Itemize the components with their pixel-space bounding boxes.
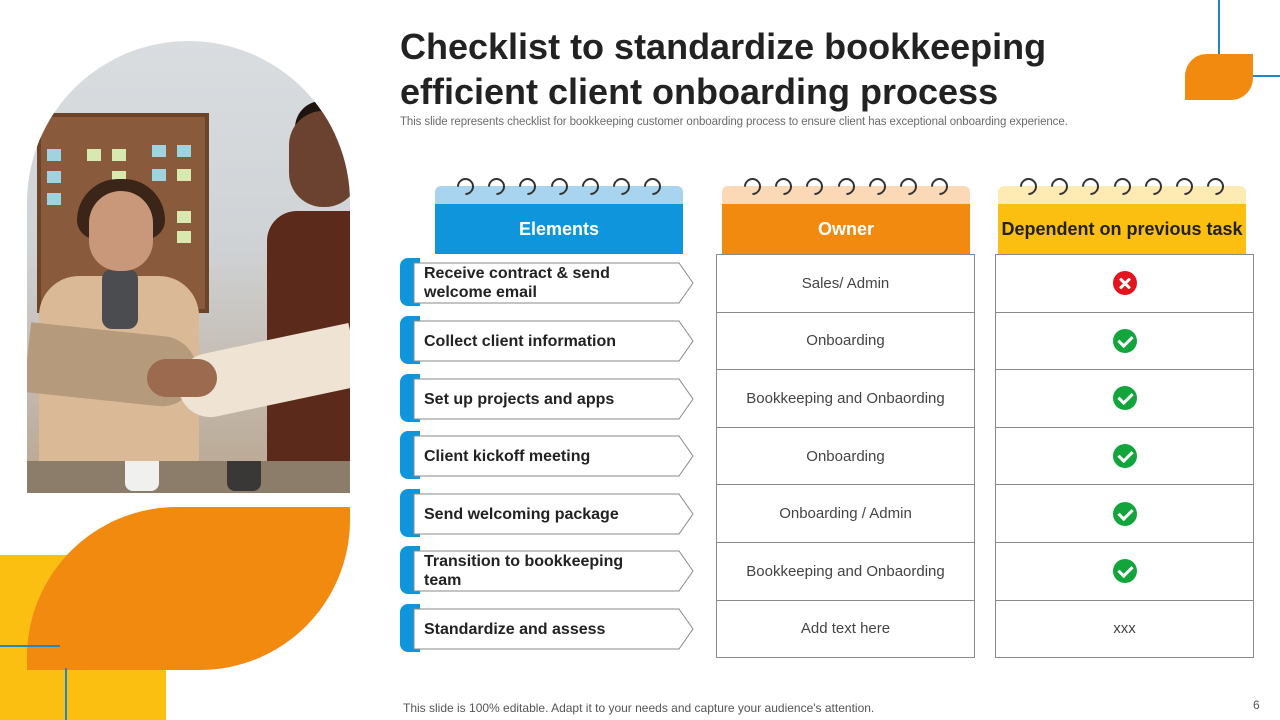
check-icon bbox=[1113, 502, 1137, 526]
owner-cell: Onboarding / Admin bbox=[717, 485, 975, 543]
corner-decor-line bbox=[1218, 0, 1220, 55]
table-row bbox=[717, 255, 975, 313]
table-row bbox=[996, 427, 1254, 485]
dependent-cell: xxx bbox=[996, 600, 1254, 658]
spiral-rings bbox=[998, 178, 1246, 198]
cross-icon bbox=[1113, 271, 1137, 295]
table-row bbox=[717, 370, 975, 428]
owner-cell: Bookkeeping and Onbaording bbox=[717, 542, 975, 600]
table-row bbox=[996, 600, 1254, 658]
owner-header bbox=[722, 178, 970, 254]
orange-leaf-shape bbox=[27, 507, 350, 670]
element-row bbox=[400, 427, 695, 477]
table-row bbox=[717, 312, 975, 370]
check-icon bbox=[1113, 329, 1137, 353]
element-row bbox=[400, 370, 695, 420]
element-label: Collect client information bbox=[424, 332, 617, 350]
page-number: 6 bbox=[1253, 698, 1260, 712]
table-row bbox=[717, 485, 975, 543]
owner-cell: Bookkeeping and Onbaording bbox=[717, 370, 975, 428]
element-label: Receive contract & send welcome email bbox=[424, 265, 610, 301]
dependent-header bbox=[998, 178, 1246, 254]
dependent-cell bbox=[996, 485, 1254, 543]
element-row bbox=[400, 485, 695, 535]
dependent-table bbox=[995, 254, 1254, 658]
decor-line bbox=[65, 668, 67, 720]
spiral-rings bbox=[435, 178, 683, 198]
dependent-cell bbox=[996, 255, 1254, 313]
element-label: Standardize and assess bbox=[424, 620, 606, 638]
element-label: Transition to bookkeeping team bbox=[424, 553, 624, 589]
check-icon bbox=[1113, 559, 1137, 583]
decor-line bbox=[0, 645, 60, 647]
owner-table bbox=[716, 254, 975, 658]
element-label: Send welcoming package bbox=[424, 505, 619, 523]
table-row bbox=[996, 485, 1254, 543]
table-row bbox=[717, 542, 975, 600]
dependent-cell bbox=[996, 427, 1254, 485]
element-label: Client kickoff meeting bbox=[424, 447, 591, 465]
owner-cell: Add text here bbox=[717, 600, 975, 658]
handshake-photo bbox=[27, 41, 350, 493]
page-title: Checklist to standardize bookkeeping efficient client onboarding process bbox=[400, 26, 1047, 112]
owner-cell: Onboarding bbox=[717, 427, 975, 485]
element-label: Set up projects and apps bbox=[424, 390, 615, 408]
dependent-cell bbox=[996, 542, 1254, 600]
spiral-rings bbox=[722, 178, 970, 198]
check-icon bbox=[1113, 444, 1137, 468]
dependent-header-label: Dependent on previous task bbox=[998, 204, 1246, 254]
table-row bbox=[996, 542, 1254, 600]
table-row bbox=[996, 312, 1254, 370]
table-row bbox=[717, 427, 975, 485]
elements-header-label: Elements bbox=[435, 204, 683, 254]
dependent-cell bbox=[996, 370, 1254, 428]
owner-header-label: Owner bbox=[722, 204, 970, 254]
owner-cell: Sales/ Admin bbox=[717, 255, 975, 313]
element-row bbox=[400, 542, 695, 592]
table-row bbox=[996, 255, 1254, 313]
footer-note: This slide is 100% editable. Adapt it to your needs and capture your audience's attention. bbox=[403, 701, 875, 715]
check-icon bbox=[1113, 386, 1137, 410]
element-row bbox=[400, 312, 695, 362]
corner-orange-leaf bbox=[1185, 54, 1253, 100]
table-row bbox=[996, 370, 1254, 428]
elements-header bbox=[435, 178, 683, 254]
corner-decor-line bbox=[1253, 75, 1280, 77]
element-row bbox=[400, 600, 695, 650]
dependent-cell bbox=[996, 312, 1254, 370]
owner-cell: Onboarding bbox=[717, 312, 975, 370]
element-row bbox=[400, 254, 695, 304]
table-row bbox=[717, 600, 975, 658]
page-subtitle: This slide represents checklist for bookkeeping customer onboarding process to ensure client has exceptional onboarding experience. bbox=[400, 116, 1068, 128]
